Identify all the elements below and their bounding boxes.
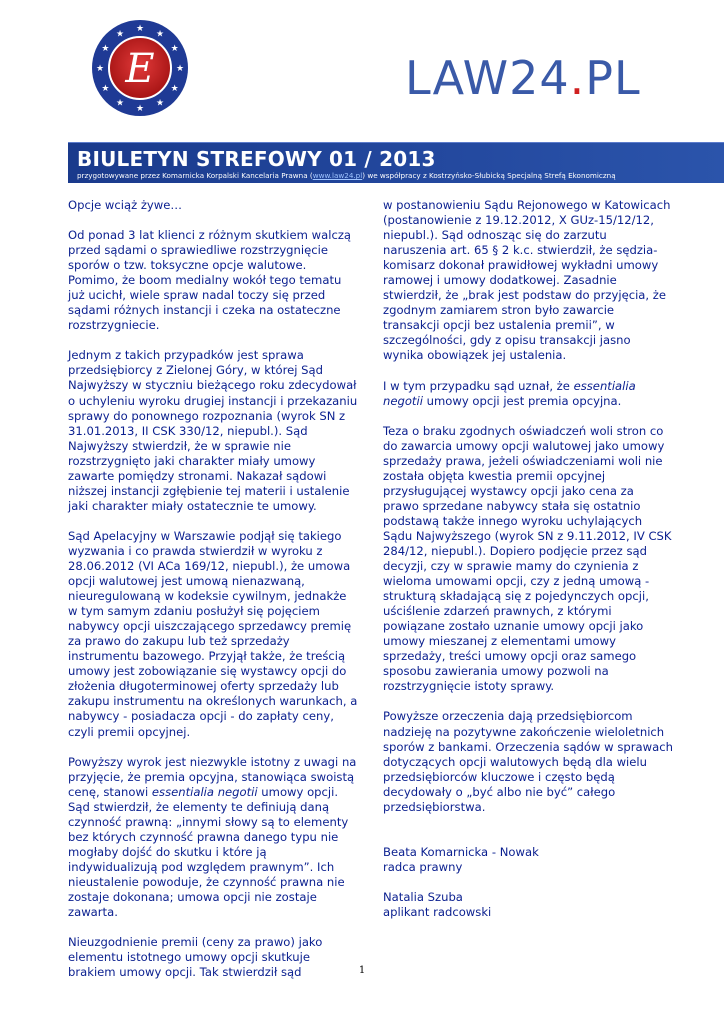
paragraph (68, 755, 358, 921)
logo-star-icon: ★ (155, 29, 165, 40)
paragraph: Powyższe orzeczenia dają przedsiębiorcom nadzieję na pozytywne zakończenie wieloletnich sporów z bankami. Orzeczenia sądów w sprawach dotyczących opcji walutowych będą dla wielu przedsiębiorców kluczowe i często będą decydowały o „być albo nie być” całego przedsiębiorstwa. (383, 709, 673, 814)
author-name: Natalia Szuba (383, 889, 463, 904)
paragraph: Sąd Apelacyjny w Warszawie podjął się takiego wyzwania i co prawda stwierdził w wyroku z 28.06.2012 (VI ACa 169/12, niepubl.), że umowa opcji walutowej jest umową nienazwaną, nieuregulowaną w kodeksie cywilnym, jednakże w tym samym zdaniu posłużył się pojęciem nabywcy opcji uiszczającego sprzedawcy premię za prawo do zakupu lub też sprzedaży instrumentu bazowego. Przyjął także, że treścią umowy jest zobowiązanie się wystawcy opcji do złożenia długoterminowej oferty sprzedaży lub zakupu instrumentu na określonych warunkach, a nabywcy - posiadacza opcji - do zapłaty ceny, czyli premii opcyjnej. (68, 528, 358, 739)
logo-star-icon: ★ (95, 64, 105, 74)
brand-prefix: LAW24 (405, 51, 570, 105)
logo (68, 12, 208, 122)
brand-dot: . (569, 51, 586, 105)
logo-star-icon: ★ (101, 84, 110, 94)
logo-star-icon: ★ (155, 98, 165, 109)
italic-term: essentialia negotii (383, 378, 636, 408)
text-run: Powyższy wyrok jest niezwykle istotny z uwagi na przyjęcie, że premia opcyjna, stanowiąca swoistą cenę, stanowi (68, 754, 357, 799)
paragraph: Jednym z takich przypadków jest sprawa przedsiębiorcy z Zielonej Góry, w której Sąd Najwyższy w styczniu bieżącego roku zdecydował o uchyleniu wyroku drugiej instancji i przekazaniu sprawy do ponownego rozpoznania (wyrok SN z 31.01.2013, II CSK 330/12, niepubl.). Sąd Najwyższy stwierdził, że w sprawie nie rozstrzygnięto jaki charakter miały umowy zawarte pomiędzy stronami. Nakazał sądowi niższej instancji zgłębienie tej materii i ustalenie jaki charakter miały ostatecznie te umowy. (68, 348, 358, 513)
right-column (383, 198, 673, 920)
spacer (383, 830, 673, 845)
logo-star-icon: ★ (170, 84, 179, 94)
logo-star-icon: ★ (170, 44, 179, 54)
spacer (383, 875, 673, 890)
author-role: radca prawny (383, 859, 463, 874)
subtitle-after: ) we współpracy z Kostrzyńsko-Słubicką Specjalną Strefą Ekonomiczną (362, 171, 616, 180)
bulletin-title: BIULETYN STREFOWY 01 / 2013 (77, 147, 436, 171)
text-run: I w tym przypadku sąd uznał, że (383, 378, 574, 393)
page-number: 1 (358, 965, 366, 976)
logo-star-icon: ★ (115, 98, 125, 109)
logo-star-icon: ★ (175, 64, 185, 74)
article-heading: Opcje wciąż żywe… (68, 198, 183, 212)
website-link[interactable]: www.law24.pl (312, 171, 363, 180)
brand-suffix: PL (585, 51, 641, 105)
author-name: Beata Komarnicka - Nowak (383, 844, 539, 859)
paragraph: Teza o braku zgodnych oświadczeń woli stron co do zawarcia umowy opcji walutowej jako umowy sprzedaży prawa, jeżeli oświadczeniami woli nie została objęta kwestia premii opcyjnej przysługującej wystawcy opcji jako cena za prawo sprzedane nabywcy stała się ostatnio podstawą także innego wyroku uchylających Sądu Najwyższego (wyrok SN z 9.11.2012, IV CSK 284/12, niepubl.). Dopiero podjęcie przez sąd decyzji, czy w sprawie mamy do czynienia z wieloma umowami opcji, czy z jedną umową - strukturą składającą się z pojedynczych opcji, uściślenie zdarzeń prawnych, z którymi powiązane zostało uznanie umowy opcji jako umowy mieszanej z elementami umowy sprzedaży, treści umowy opcji oraz samego sposobu zawierania umowy pozwoli na rozstrzygnięcie istoty sprawy. (383, 423, 672, 694)
left-column (68, 198, 358, 995)
author-role: aplikant radcowski (383, 904, 492, 919)
text-run: umowy opcji. Sąd stwierdził, że elementy te definiują daną czynność prawną: „innymi słowy są to elementy bez których czynność prawna danego typu nie mogłaby dojść do skutku i które ją indywidualizują pod względem prawnym”. Ich nieustalenie powoduje, że czynność prawna nie zostaje dokonana; umowa opcji nie zostaje zawarta. (68, 784, 349, 920)
logo-star-icon: ★ (135, 104, 145, 114)
logo-letter: E (125, 46, 155, 92)
logo-star-icon: ★ (115, 29, 125, 40)
bulletin-banner (68, 142, 724, 183)
paragraph: Nieuzgodnienie premii (ceny za prawo) jako elementu istotnego umowy opcji skutkuje brakiem umowy opcji. Tak stwierdził sąd (68, 935, 323, 980)
paragraph: w postanowieniu Sądu Rejonowego w Katowicach (postanowienie z 19.12.2012, X GUz-15/12/12, niepubl.). Sąd odnosząc się do zarzutu naruszenia art. 65 § 2 k.c. stwierdził, że sędzia-komisarz dokonał prawidłowej wykładni umowy ramowej i umowy dodatkowej. Zasadnie stwierdził, że „brak jest podstaw do przyjęcia, że zgodnym zamiarem stron było zawarcie transakcji opcji bez ustalenia premii”, w szczególności, gdy z opisu transakcji jasno wynika obowiązek jej ustalenia. (383, 198, 671, 363)
logo-star-icon: ★ (101, 44, 110, 54)
brand-logo (405, 51, 641, 105)
bulletin-subtitle (77, 171, 616, 180)
paragraph: Od ponad 3 lat klienci z różnym skutkiem walczą przed sądami o sprawiedliwe rozstrzygnięcie sporów o tzw. toksyczne opcje walutowe. Pomimo, że boom medialny wokół tego tematu już ucichł, wiele spraw nadal toczy się przed sądami różnych instancji i czeka na ostateczne rozstrzygniecie. (68, 228, 352, 333)
logo-star-icon: ★ (135, 24, 145, 34)
paragraph (383, 379, 673, 409)
text-run: umowy opcji jest premia opcyjna. (422, 393, 622, 408)
italic-term: essentialia negotii (151, 784, 258, 799)
subtitle-before: przygotowywane przez Komarnicka Korpalski Kancelaria Prawna ( (77, 171, 313, 180)
